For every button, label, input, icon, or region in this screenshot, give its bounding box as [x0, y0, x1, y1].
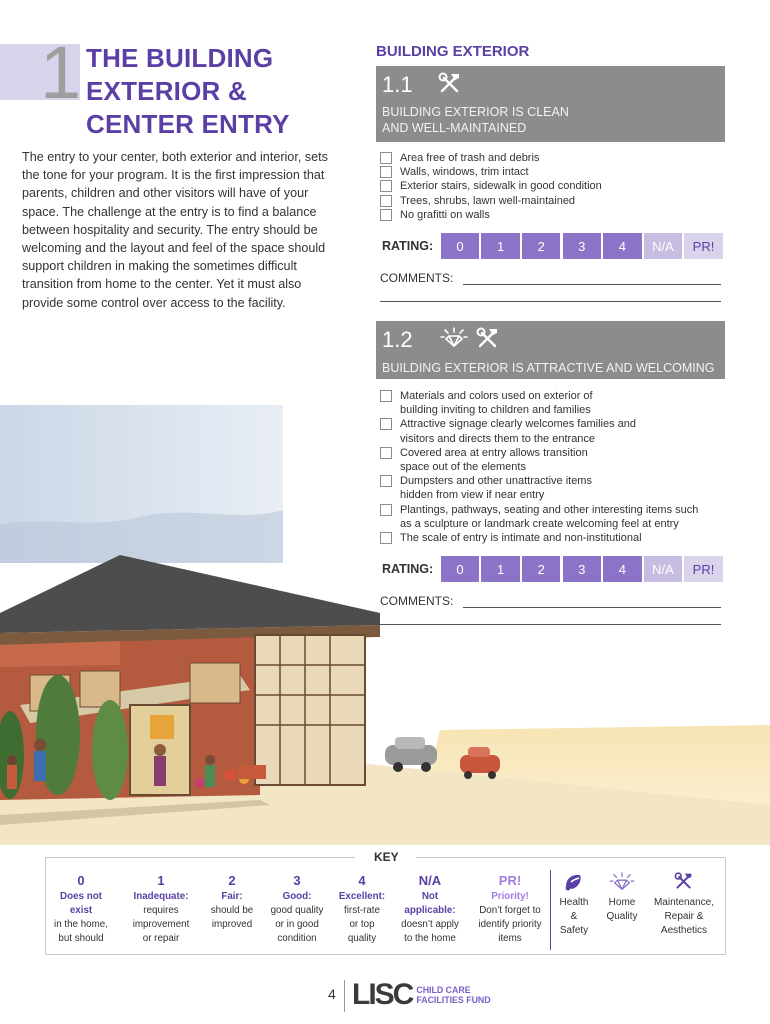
key-rating-na — [396, 872, 464, 946]
key-rating-text: quality — [347, 933, 377, 944]
checklist — [380, 389, 725, 545]
key-rating-text: Inadequate: — [133, 891, 189, 902]
key-rating-text: applicable: — [404, 905, 456, 916]
key-legend-home-quality — [602, 872, 642, 924]
key-rating-text: Does not — [60, 891, 102, 902]
key-rating-text: exist — [69, 905, 93, 916]
key-rating-text: or repair — [142, 933, 180, 944]
checklist-item — [380, 446, 725, 474]
checklist-item-label: Dumpsters and other unattractive items hidden from view if near entry — [400, 475, 592, 502]
comments-line[interactable] — [380, 612, 721, 625]
logo-subtitle — [416, 985, 490, 1005]
key-rating-4 — [334, 872, 390, 946]
rating-option-2[interactable]: 2 — [522, 233, 560, 259]
key-legend-text: Maintenance, — [653, 897, 715, 908]
rating-option-0[interactable]: 0 — [441, 233, 479, 259]
key-legend-text: Home — [608, 897, 636, 908]
key-rating-text: Fair: — [221, 891, 243, 902]
key-rating-value: 2 — [228, 873, 236, 888]
item-title — [382, 360, 714, 376]
checklist-item — [380, 151, 725, 165]
key-rating-text: requires — [143, 905, 179, 916]
logo-subtitle-line: CHILD CARE — [416, 985, 471, 995]
key-rating-0 — [50, 872, 112, 946]
key-rating-text: Priority! — [491, 891, 529, 902]
key-rating-text: in the home, — [54, 919, 108, 930]
checkbox[interactable] — [380, 195, 392, 207]
key-rating-text: Don’t forget to — [479, 905, 541, 916]
checkbox[interactable] — [380, 166, 392, 178]
key-rating-text: Good: — [282, 891, 312, 902]
key-rating-3 — [265, 872, 329, 946]
checklist-item-label: Area free of trash and debris — [400, 152, 540, 164]
chapter-title-line: CENTER ENTRY — [86, 109, 290, 139]
chapter-number: 1 — [40, 31, 82, 114]
key-legend-health-safety — [555, 872, 593, 938]
checklist-item-label: Attractive signage clearly welcomes families and visitors and directs them to the entrance — [400, 418, 636, 445]
checklist-item — [380, 417, 725, 445]
key-rating-text: should be — [210, 905, 254, 916]
hammer-wrench-icon — [438, 72, 462, 94]
checklist-item-label: The scale of entry is intimate and non-institutional — [400, 532, 642, 545]
comments-line[interactable] — [380, 289, 721, 302]
comments-line[interactable] — [463, 273, 721, 285]
key-legend-text: Aesthetics — [660, 925, 708, 936]
key-legend-text: Quality — [606, 911, 638, 922]
checkbox[interactable] — [380, 418, 392, 430]
key-legend-maintenance — [648, 872, 720, 938]
key-rating-text: improved — [211, 919, 253, 930]
rating-option-na[interactable]: N/A — [644, 556, 682, 582]
comments-line[interactable] — [463, 596, 721, 608]
rating-option-3[interactable]: 3 — [563, 556, 601, 582]
checklist-item-label: Exterior stairs, sidewalk in good condition — [400, 180, 602, 193]
item-header — [376, 321, 725, 379]
rating-option-na[interactable]: N/A — [644, 233, 682, 259]
key-legend-text: Health — [559, 897, 589, 908]
key-rating-value: 3 — [293, 873, 301, 888]
rating-option-3[interactable]: 3 — [563, 233, 601, 259]
key-rating-text: improvement — [132, 919, 190, 930]
checklist-item — [380, 165, 725, 179]
rating-option-priority[interactable]: PR! — [684, 233, 722, 259]
checklist-item — [380, 474, 725, 502]
checklist-item-label: No grafitti on walls — [400, 208, 490, 221]
checklist-item-label: Plantings, pathways, seating and other interesting items such as a sculpture or landmark create welcoming feel at entry — [400, 503, 699, 530]
key-legend-text: Repair & — [664, 911, 704, 922]
item-number: 1.2 — [382, 327, 413, 352]
key-rating-priority — [472, 872, 548, 946]
lisc-logo — [352, 978, 491, 1012]
comments-label: COMMENTS: — [380, 594, 454, 608]
key-rating-text: to the home — [404, 933, 456, 944]
footer-divider — [344, 980, 345, 1012]
item-title-line: AND WELL-MAINTAINED — [382, 121, 527, 135]
item-title — [382, 104, 569, 136]
key-vertical-divider — [550, 870, 551, 950]
chapter-title — [86, 42, 336, 141]
checklist-item — [380, 208, 725, 222]
key-rating-text: or in good — [275, 919, 319, 930]
key-rating-text: first-rate — [344, 905, 380, 916]
rating-label: RATING: — [382, 239, 434, 253]
item-title-line: BUILDING EXTERIOR IS ATTRACTIVE AND WELCOMING — [382, 361, 715, 375]
checkbox[interactable] — [380, 152, 392, 164]
key-rating-2 — [204, 872, 260, 932]
logo-subtitle-line: FACILITIES FUND — [416, 995, 491, 1005]
checkbox[interactable] — [380, 209, 392, 221]
checklist-item-label: Trees, shrubs, lawn well-maintained — [400, 194, 576, 207]
page-number: 4 — [328, 986, 336, 1002]
rating-row — [376, 556, 725, 582]
key-rating-text: but should — [58, 933, 104, 944]
key-divider-line — [416, 857, 725, 858]
checklist-item — [380, 179, 725, 193]
hammer-wrench-icon — [476, 327, 500, 349]
item-title-line: BUILDING EXTERIOR IS CLEAN — [382, 105, 569, 119]
logo-wordmark: LISC — [352, 978, 413, 1011]
hammer-wrench-icon — [674, 872, 694, 890]
key-rating-text: condition — [277, 933, 317, 944]
key-rating-text: identify priority — [478, 919, 542, 930]
key-divider-line — [45, 857, 355, 858]
key-rating-text: doesn’t apply — [401, 919, 459, 930]
rating-option-4[interactable]: 4 — [603, 233, 641, 259]
key-rating-value: PR! — [498, 873, 522, 888]
rating-option-0[interactable]: 0 — [441, 556, 479, 582]
checklist-item — [380, 389, 725, 417]
checklist-item — [380, 194, 725, 208]
rating-option-priority[interactable]: PR! — [684, 556, 722, 582]
item-number: 1.1 — [382, 72, 413, 97]
checkbox[interactable] — [380, 475, 392, 487]
health-safety-icon — [563, 872, 585, 892]
checkbox[interactable] — [380, 504, 392, 516]
checkbox[interactable] — [380, 390, 392, 402]
rating-option-2[interactable]: 2 — [522, 556, 560, 582]
chapter-title-line: EXTERIOR & — [86, 76, 247, 106]
checkbox[interactable] — [380, 532, 392, 544]
key-rating-value: 4 — [358, 873, 366, 888]
section-label: BUILDING EXTERIOR — [376, 43, 530, 60]
key-rating-text: Excellent: — [338, 891, 386, 902]
checklist-item-label: Covered area at entry allows transition space out of the elements — [400, 446, 588, 474]
key-rating-text: Not — [421, 891, 439, 902]
intro-paragraph: The entry to your center, both exterior and interior, sets the tone for your program. It is the first impression that parents, children and other visitors will have of your space. The challenge at the entry is to find a balance between hospitality and security. The entry should be welcoming and the layout and feel of the space should support children in making the sometimes difficult transition from home to the center. Yet it must also provide some control over access to the facility. — [22, 150, 328, 310]
rating-option-1[interactable]: 1 — [481, 556, 519, 582]
key-rating-value: 1 — [157, 873, 165, 888]
item-header — [376, 66, 725, 142]
comments-field[interactable] — [380, 271, 721, 302]
checkbox[interactable] — [380, 180, 392, 192]
checkbox[interactable] — [380, 447, 392, 459]
rating-label: RATING: — [382, 562, 434, 576]
checklist-item — [380, 503, 725, 531]
key-legend-text: Safety — [559, 925, 589, 936]
key-title: KEY — [368, 850, 405, 864]
comments-field[interactable] — [380, 594, 721, 625]
chapter-title-line: THE BUILDING — [86, 43, 274, 73]
checklist — [380, 151, 725, 222]
sparkle-diamond-icon — [609, 872, 635, 892]
key-rating-1 — [125, 872, 197, 946]
key-rating-text: or top — [349, 919, 375, 930]
rating-option-1[interactable]: 1 — [481, 233, 519, 259]
checklist-item-label: Walls, windows, trim intact — [400, 166, 529, 179]
sparkle-diamond-icon — [440, 327, 468, 349]
key-rating-text: good quality — [270, 905, 324, 916]
key-rating-value: 0 — [77, 873, 85, 888]
key-rating-value: N/A — [418, 873, 442, 888]
rating-option-4[interactable]: 4 — [603, 556, 641, 582]
checklist-item-label: Materials and colors used on exterior of building inviting to children and families — [400, 390, 593, 417]
comments-label: COMMENTS: — [380, 271, 454, 285]
key-legend-text: & — [570, 911, 578, 922]
rating-row — [376, 233, 725, 259]
key-rating-text: items — [498, 933, 522, 944]
checklist-item — [380, 531, 725, 545]
